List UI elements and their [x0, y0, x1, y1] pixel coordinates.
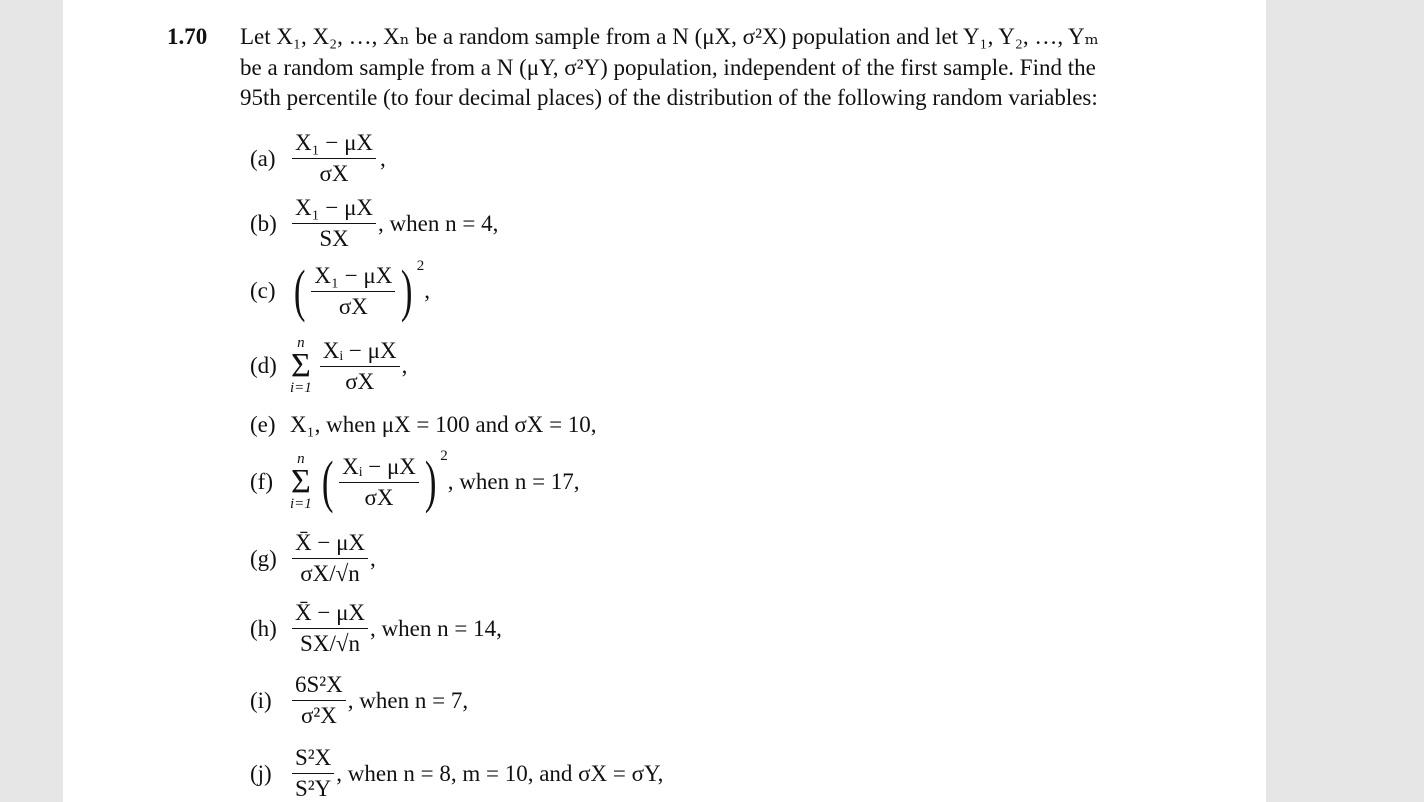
item-a: [250, 130, 386, 187]
item-tail: , when n = 8, m = 10, and σX = σY,: [336, 760, 664, 786]
denominator: S²Y: [295, 776, 332, 801]
fraction: [339, 454, 419, 511]
item-tail: ,: [380, 145, 386, 171]
item-label: (e): [250, 412, 276, 437]
item-label: (j): [250, 760, 272, 786]
numerator: X₁ − μX: [292, 195, 376, 224]
left-paren: (: [321, 449, 334, 514]
numerator: Xᵢ − μX: [339, 454, 419, 483]
item-c: [250, 258, 430, 323]
problem-statement: [240, 22, 1140, 114]
item-j: [250, 745, 663, 802]
summation: [290, 336, 312, 396]
denominator: σX: [319, 161, 349, 186]
left-paren: (: [293, 258, 306, 323]
numerator: X₁ − μX: [311, 263, 395, 292]
item-label: (i): [250, 687, 272, 713]
numerator: X̄ − μX: [292, 530, 368, 559]
denominator: σ²X: [300, 703, 337, 728]
item-tail: ,: [401, 353, 408, 378]
denominator: SX: [319, 226, 349, 251]
item-label: (b): [250, 210, 277, 236]
statement-line-3: 95th percentile (to four decimal places) of the distribution of the following random variables:: [240, 85, 1098, 110]
item-tail: ,: [370, 545, 376, 571]
item-tail: , when n = 7,: [347, 687, 469, 713]
fraction: [292, 195, 376, 252]
item-tail: , when n = 14,: [370, 615, 502, 641]
right-paren: ): [401, 258, 413, 323]
textbook-page: [63, 0, 1266, 802]
sum-upper-limit: n: [297, 335, 305, 351]
item-f: [250, 448, 580, 514]
denominator: σX: [345, 368, 375, 394]
denominator: σX/√n: [300, 561, 360, 586]
problem-number: 1.70: [167, 24, 208, 49]
numerator: X₁ − μX: [292, 130, 376, 159]
denominator: σX: [338, 293, 368, 319]
item-tail: ,: [424, 278, 430, 303]
fraction: [292, 530, 368, 587]
fraction: [292, 745, 334, 802]
item-b: [250, 195, 498, 252]
item-g: [250, 530, 376, 587]
item-text: X₁, when μX = 100 and σX = 10,: [290, 412, 597, 437]
item-i: [250, 672, 468, 729]
summation: [290, 452, 312, 512]
numerator: Xᵢ − μX: [320, 338, 400, 367]
item-e: [250, 412, 597, 438]
sum-upper-limit: n: [297, 451, 305, 467]
item-label: (h): [250, 615, 277, 641]
item-h: [250, 600, 502, 657]
statement-line-2: be a random sample from a N (μY, σ²Y) population, independent of the first sample. Find the: [240, 54, 1096, 80]
fraction: [292, 600, 368, 657]
item-label: (c): [250, 278, 276, 303]
denominator: SX/√n: [300, 631, 360, 656]
numerator: 6S²X: [292, 672, 346, 701]
sigma-symbol: Σ: [291, 463, 311, 500]
statement-line-1: Let X₁, X₂, …, Xₙ be a random sample from a N (μX, σ²X) population and let Y₁, Y₂, …, Yₘ: [240, 24, 1099, 49]
denominator: σX: [364, 484, 394, 510]
item-tail: , when n = 4,: [378, 210, 499, 236]
item-label: (f): [250, 469, 273, 494]
fraction: [292, 130, 376, 187]
item-label: (a): [250, 145, 276, 171]
exponent: 2: [416, 258, 425, 274]
sum-lower-limit: i=1: [290, 496, 312, 512]
exponent: 2: [440, 448, 448, 464]
right-paren: ): [424, 449, 437, 514]
item-label: (g): [250, 545, 277, 571]
fraction: [292, 672, 346, 729]
numerator: S²X: [292, 745, 334, 774]
sigma-symbol: Σ: [291, 347, 311, 384]
fraction: [320, 338, 400, 395]
fraction: [311, 263, 395, 320]
item-d: [250, 336, 407, 396]
numerator: X̄ − μX: [292, 600, 368, 629]
item-tail: , when n = 17,: [447, 469, 580, 494]
item-label: (d): [250, 353, 277, 378]
sum-lower-limit: i=1: [290, 380, 312, 396]
